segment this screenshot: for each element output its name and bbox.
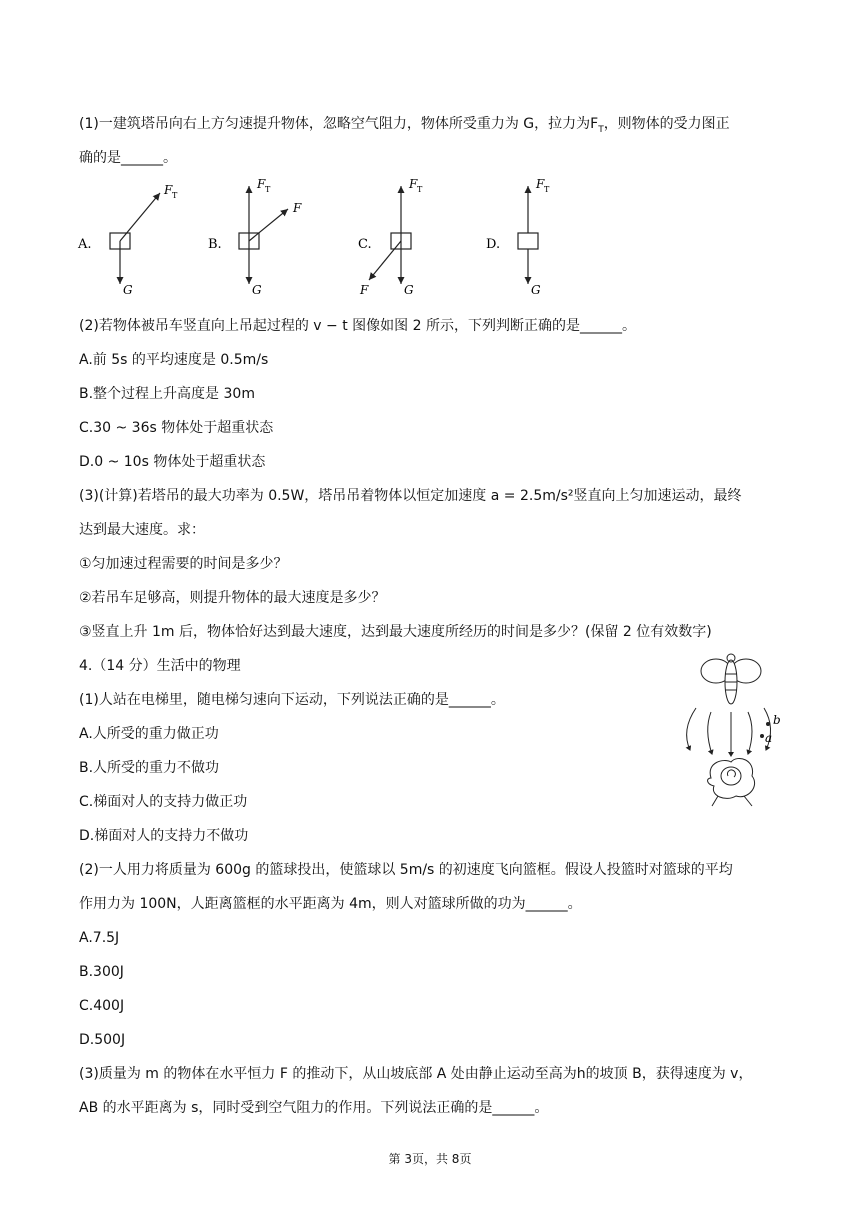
diagram-b-f: F xyxy=(293,201,302,215)
diagram-b xyxy=(208,177,302,297)
q4-p2-option-a: A.7.5J xyxy=(79,930,120,946)
diagram-c xyxy=(358,177,423,297)
diagram-a-g: G xyxy=(123,283,133,297)
point-b-dot xyxy=(766,722,770,726)
force-diagrams xyxy=(76,176,596,298)
diagram-b-ft: F xyxy=(257,177,266,191)
q4-p2-option-d: D.500J xyxy=(79,1032,126,1048)
q4-p3-line1: (3)质量为 m 的物体在水平恒力 F 的推动下，从山坡底部 A 处由静止运动至高为h的坡顶 B，获得速度为 v， xyxy=(79,1066,753,1082)
diagram-c-ft: F xyxy=(409,177,418,191)
diagram-a-label: A. xyxy=(78,237,92,252)
diagram-d-g: G xyxy=(531,283,541,297)
diagram-c-g: G xyxy=(404,283,414,297)
q4-p2-option-c: C.400J xyxy=(79,998,125,1014)
q3-p3-item-3: ③竖直上升 1m 后，物体恰好达到最大速度，达到最大速度所经历的时间是多少？(保留 2 位有效数字) xyxy=(79,624,712,640)
bee-icon xyxy=(701,654,761,704)
q3-p2-option-d: D.0 ~ 10s 物体处于超重状态 xyxy=(79,454,266,470)
q3-p1-line2: 确的是______。 xyxy=(79,150,177,166)
q4-p1-option-a: A.人所受的重力做正功 xyxy=(79,726,219,742)
q4-p1-option-c: C.梯面对人的支持力做正功 xyxy=(79,794,248,810)
q4-p1-stem: (1)人站在电梯里，随电梯匀速向下运动，下列说法正确的是______。 xyxy=(79,692,505,708)
q3-p3-item-1: ①匀加速过程需要的时间是多少？ xyxy=(79,556,288,572)
diagram-b-ft-sub: T xyxy=(265,185,271,194)
bee-flower-illustration xyxy=(676,650,786,810)
q4-p2-line1: (2)一人用力将质量为 600g 的篮球投出，使篮球以 5m/s 的初速度飞向篮框。假设人投篮时对篮球的平均 xyxy=(79,862,733,878)
flower-icon xyxy=(708,758,755,806)
q3-p2-stem: (2)若物体被吊车竖直向上吊起过程的 v − t 图像如图 2 所示，下列判断正确的是______。 xyxy=(79,318,636,334)
diagram-a-ft-sub: T xyxy=(172,191,178,200)
q3-p3-line2: 达到最大速度。求： xyxy=(79,522,205,538)
trajectory-arrows xyxy=(687,708,771,756)
diagram-b-label: B. xyxy=(208,237,222,252)
q4-p3-line2: AB 的水平距离为 s，同时受到空气阻力的作用。下列说法正确的是______。 xyxy=(79,1100,549,1116)
point-b-label: b xyxy=(773,713,781,727)
diagram-a xyxy=(77,183,178,297)
q3-p2-option-a: A.前 5s 的平均速度是 0.5m/s xyxy=(79,352,269,368)
q3-p2-option-c: C.30 ~ 36s 物体处于超重状态 xyxy=(79,420,274,436)
diagram-d xyxy=(486,177,550,297)
q3-p3-line1: (3)(计算)若塔吊的最大功率为 0.5W，塔吊吊着物体以恒定加速度 a = 2.5m/s²竖直向上匀加速运动，最终 xyxy=(79,488,742,504)
diagram-c-label: C. xyxy=(358,237,372,252)
q4-p2-option-b: B.300J xyxy=(79,964,124,980)
q4-p2-line2: 作用力为 100N，人距离篮框的水平距离为 4m，则人对篮球所做的功为______。 xyxy=(79,896,582,912)
q3-p2-option-b: B.整个过程上升高度是 30m xyxy=(79,386,255,402)
diagram-c-ft-sub: T xyxy=(417,185,423,194)
diagram-d-ft-sub: T xyxy=(544,185,550,194)
q4-header: 4.（14 分）生活中的物理 xyxy=(79,658,241,674)
page-footer: 第 3页，共 8页 xyxy=(388,1152,472,1166)
q4-p1-option-d: D.梯面对人的支持力不做功 xyxy=(79,828,249,844)
point-a-dot xyxy=(760,734,764,738)
q3-p1-line1: (1)一建筑塔吊向右上方匀速提升物体，忽略空气阻力，物体所受重力为 G，拉力为$F_T$，则物体的受力图正 xyxy=(79,116,730,135)
diagram-d-label: D. xyxy=(486,237,501,252)
diagram-c-f: F xyxy=(360,283,369,297)
diagram-d-ft: F xyxy=(536,177,545,191)
diagram-b-g: G xyxy=(252,283,262,297)
diagram-a-ft: F xyxy=(164,183,173,197)
point-a-label: a xyxy=(765,731,773,745)
q3-p3-item-2: ②若吊车足够高，则提升物体的最大速度是多少？ xyxy=(79,590,386,606)
q4-p1-option-b: B.人所受的重力不做功 xyxy=(79,760,220,776)
